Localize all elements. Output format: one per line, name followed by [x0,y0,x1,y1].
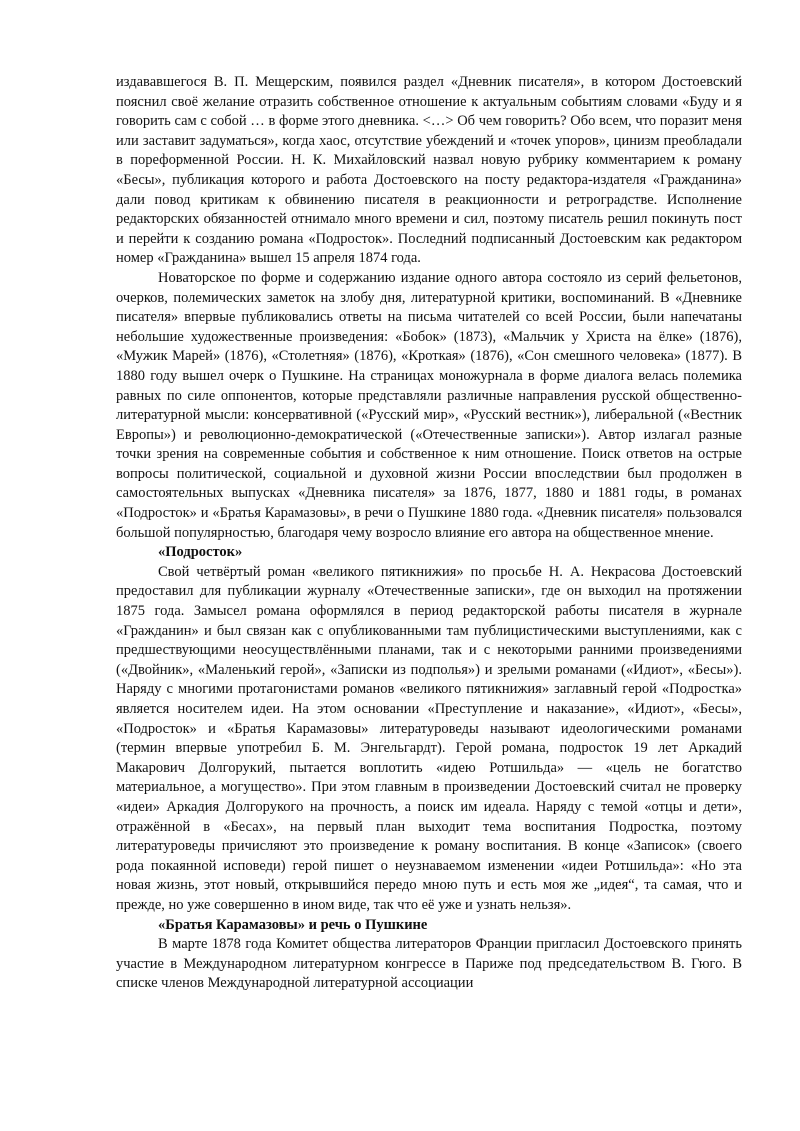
document-page [116,73,742,994]
paragraph-diary-content: Новаторское по форме и содержанию издание одного автора состояло из серий фельетонов, очерков, полемических заметок на злобу дня, литературной критики, воспоминаний. В «Дневнике писателя» впервые публиковались ответы на письма читателей со всей России, были напечатаны небольшие художественные произведения: «Бобок» (1873), «Мальчик у Христа на ёлке» (1876), «Мужик Марей» (1876), «Столетняя» (1876), «Кроткая» (1876), «Сон смешного человека» (1877). В 1880 году вышел очерк о Пушкине. На страницах моножурнала в форме диалога велась полемика равных по силе оппонентов, которые представляли различные направления русской общественно-литературной мысли: консервативной («Русский мир», «Русский вестник»), либеральной («Вестник Европы») и революционно-демократической («Отечественные записки»). Автор излагал разные точки зрения на современные события и собственное к ним отношение. Поиск ответов на острые вопросы политической, социальной и духовной жизни России впоследствии был продолжен в самостоятельных выпусках «Дневника писателя» за 1876, 1877, 1880 и 1881 годы, в романах «Подросток» и «Братья Карамазовы», в речи о Пушкине 1880 года. «Дневник писателя» пользовался большой популярностью, благодаря чему возросло влияние его автора на общественное мнение. [116,269,742,541]
paragraph-paris-congress: В марте 1878 года Комитет общества литераторов Франции пригласил Достоевского принять участие в Международном литературном конгрессе в Париже под председательством В. Гюго. В списке членов Международной литературной ассоциации [116,936,742,992]
section-heading-karamazovy: «Братья Карамазовы» и речь о Пушкине [158,916,428,933]
section-heading-podrostok: «Подросток» [158,544,243,561]
paragraph-diary-intro: издававшегося В. П. Мещерским, появился раздел «Дневник писателя», в котором Достоевский пояснил своё желание отразить собственное отношение к актуальным событиям словами «Буду и я говорить сам с собой … в форме этого дневника. <…> Об чем говорить? Обо всем, что поразит меня или заставит задуматься», когда хаос, отсутствие убеждений и «точек упоров», цинизм преобладали в пореформенной России. Н. К. Михайловский назвал новую рубрику комментарием к роману «Бесы», публикация которого и работа Достоевского на посту редактора-издателя «Гражданина» дали повод критикам к обвинению писателя в реакционности и ретроградстве. Исполнение редакторских обязанностей отнимало много времени и сил, поэтому писатель решил покинуть пост и перейти к созданию романа «Подросток». Последний подписанный Достоевским как редактором номер «Гражданина» вышел 15 апреля 1874 года. [116,74,742,267]
paragraph-podrostok: Свой четвёртый роман «великого пятикнижия» по просьбе Н. А. Некрасова Достоевский предоставил для публикации журналу «Отечественные записки», где он выходил на протяжении 1875 года. Замысел романа оформлялся в период редакторской работы писателя в журнале «Гражданин» и был связан как с опубликованными там публицистическими выступлениями, как с предшествующими неосуществлёнными планами, так и с некоторыми ранними произведениями («Двойник», «Маленький герой», «Записки из подполья») и зрелыми романами («Идиот», «Бесы»). Наряду с многими протагонистами романов «великого пятикнижия» заглавный герой «Подростка» является носителем идеи. На этом основании «Преступление и наказание», «Идиот», «Бесы», «Подросток» и «Братья Карамазовы» литературоведы называют идеологическими романами (термин впервые употребил Б. М. Энгельгардт). Герой романа, подросток 19 лет Аркадий Макарович Долгорукий, пытается воплотить «идею Ротшильда» — «цель не богатство материальное, а могущество». При этом главным в произведении Достоевский считал не проверку «идеи» Аркадия Долгорукого на прочность, а поиск им идеала. Наряду с темой «отцы и дети», отражённой в «Бесах», на первый план выходит тема воспитания Подростка, поэтому литературоведы причисляют это произведение к роману воспитания. В конце «Записок» (своего рода покаянной исповеди) герой пишет о неузнаваемом изменении «идеи Ротшильда»: «Но эта новая жизнь, этот новый, открывшийся передо мною путь и есть моя же „идея“, та самая, что и прежде, но уже совершенно в ином виде, так что её уже и узнать нельзя». [116,563,742,913]
